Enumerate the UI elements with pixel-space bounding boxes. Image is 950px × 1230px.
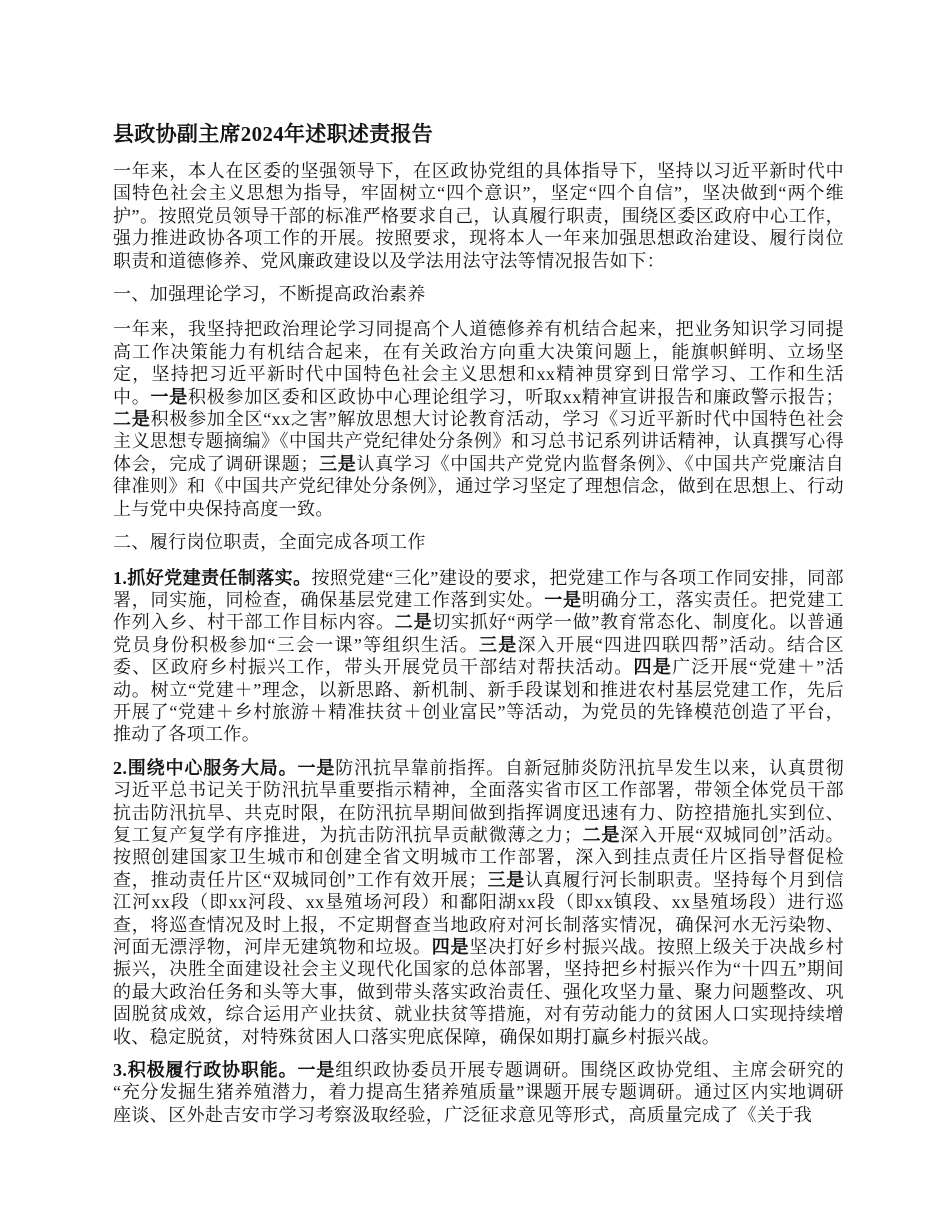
text-run: 二、履行岗位职责，全面完成各项工作 (113, 532, 426, 553)
text-run: 深入开展“双城同创”活动。按照创建国家卫生城市和创建全省文明城市工作部署，深入到挂点责任片区指导督促检查，推动责任片区“双城同创”工作有效开展； (113, 824, 844, 890)
bold-text-run: 四是 (431, 937, 470, 957)
paragraph (113, 318, 844, 520)
section-heading (113, 283, 844, 305)
bold-text-run: 3.积极履行政协职能。一是 (113, 1060, 336, 1081)
bold-text-run: 三是 (318, 453, 357, 474)
text-run: 明确分工，落实责任。把党建工作列入乡、村干部工作目标内容。 (113, 589, 844, 633)
text-run: 广泛开展“党建＋”活动。树立“党建＋”理念，以新思路、新机制、新手段谋划和推进农村基层党建工作，先后开展了“党建＋乡村旅游＋精准扶贫＋创业富民”等活动，为党员的先锋模范创造了平台，推动了各项工作。 (113, 657, 844, 745)
text-run: 切实抓好“两学一做”教育常态化、制度化。以普通党员身份积极参加“三会一课”等组织生活。 (113, 612, 844, 655)
text-run: 坚决打好乡村振兴战。按照上级关于决战乡村振兴，决胜全面建设社会主义现代化国家的总体部署，坚持把乡村振兴作为“十四五”期间的最大政治任务和头等大事，做到带头落实政治责任、强化攻坚力量、聚力问题整改、巩固脱贫成效，综合运用产业扶贫、就业扶贫等措施，对有劳动能力的贫困人口实现持续增收、稳定脱贫，对特殊贫困人口落实兜底保障，确保如期打赢乡村振兴战。 (113, 937, 844, 1047)
paragraph (113, 757, 844, 1048)
bold-text-run: 一是 (150, 386, 188, 407)
text-run: 认真履行河长制职责。坚持每个月到信江河xx段（即xx河段、xx垦殖场河段）和鄱阳湖xx段（即xx镇段、xx垦殖场段）进行巡查，将巡查情况及时上报，不定期督查当地政府对河长制落实情况，确保河水无污染物、河面无漂浮物，河岸无建筑物和垃圾。 (113, 869, 844, 957)
document-body (113, 122, 844, 1137)
bold-text-run: 三是 (487, 869, 526, 890)
text-run: 积极参加区委和区政协中心理论组学习，听取xx精神宣讲报告和廉政警示报告； (187, 386, 844, 407)
bold-text-run: 二是 (394, 612, 433, 633)
bold-text-run: 1.抓好党建责任制落实。 (113, 567, 312, 588)
bold-text-run: 一是 (544, 589, 582, 610)
text-run: 一年来，本人在区委的坚强领导下，在区政协党组的具体指导下，坚持以习近平新时代中国特色社会主义思想为指导，牢固树立“四个意识”，坚定“四个自信”，坚决做到“两个维护”。按照党员领导干部的标准严格要求自己，认真履行职责，围绕区委区政府中心工作，强力推进政协各项工作的开展。按照要求，现将本人一年来加强思想政治建设、履行岗位职责和道德修养、党风廉政建设以及学法用法守法等情况报告如下： (113, 161, 844, 271)
section-heading (113, 531, 844, 553)
paragraph (113, 1059, 844, 1126)
document-title (113, 122, 844, 147)
text-run: 积极参加全区“xx之害”解放思想大讨论教育活动，学习《习近平新时代中国特色社会主义思想专题摘编》《中国共产党纪律处分条例》和习总书记系列讲话精神，认真撰写心得体会，完成了调研课题； (113, 409, 844, 474)
bold-text-run: 四是 (633, 657, 673, 678)
paragraph (113, 160, 844, 272)
text-run: 按照党建“三化”建设的要求，把党建工作与各项工作同安排，同部署，同实施，同检查，确保基层党建工作落到实处。 (113, 567, 844, 610)
paragraph (113, 567, 844, 746)
bold-text-run: 县政协副主席2024年述职述责报告 (113, 122, 434, 146)
text-run: 组织政协委员开展专题调研。围绕区政协党组、主席会研究的“充分发掘生猪养殖潜力，着力提高生猪养殖质量”课题开展专题调研。通过区内实地调研座谈、区外赴吉安市学习考察汲取经验，广泛征求意见等形式，高质量完成了《关于我 (113, 1060, 844, 1125)
text-run: 认真学习《中国共产党党内监督条例》、《中国共产党廉洁自律准则》和《中国共产党纪律处分条例》，通过学习坚定了理想信念，做到在思想上、行动上与党中央保持高度一致。 (113, 453, 844, 519)
bold-text-run: 2.围绕中心服务大局。一是 (113, 757, 336, 778)
bold-text-run: 三是 (478, 634, 518, 655)
bold-text-run: 二是 (582, 824, 621, 845)
bold-text-run: 二是 (113, 409, 151, 430)
text-run: 深入开展“四进四联四帮”活动。结合区委、区政府乡村振兴工作，带头开展党员干部结对帮扶活动。 (113, 634, 844, 678)
text-run: 防汛抗旱靠前指挥。自新冠肺炎防汛抗旱发生以来，认真贯彻习近平总书记关于防汛抗旱重要指示精神，全面落实省市区工作部署，带领全体党员干部抗击防汛抗旱、共克时限，在防汛抗旱期间做到指挥调度迅速有力、防控措施扎实到位、复工复产复学有序推进，为抗击防汛抗旱贡献微薄之力； (113, 757, 844, 845)
text-run: 一年来，我坚持把政治理论学习同提高个人道德修养有机结合起来，把业务知识学习同提高工作决策能力有机结合起来，在有关政治方向重大决策问题上，能旗帜鲜明、立场坚定，坚持把习近平新时代中国特色社会主义思想和xx精神贯穿到日常学习、工作和生活中。 (113, 319, 844, 407)
text-run: 一、加强理论学习，不断提高政治素养 (113, 284, 426, 305)
